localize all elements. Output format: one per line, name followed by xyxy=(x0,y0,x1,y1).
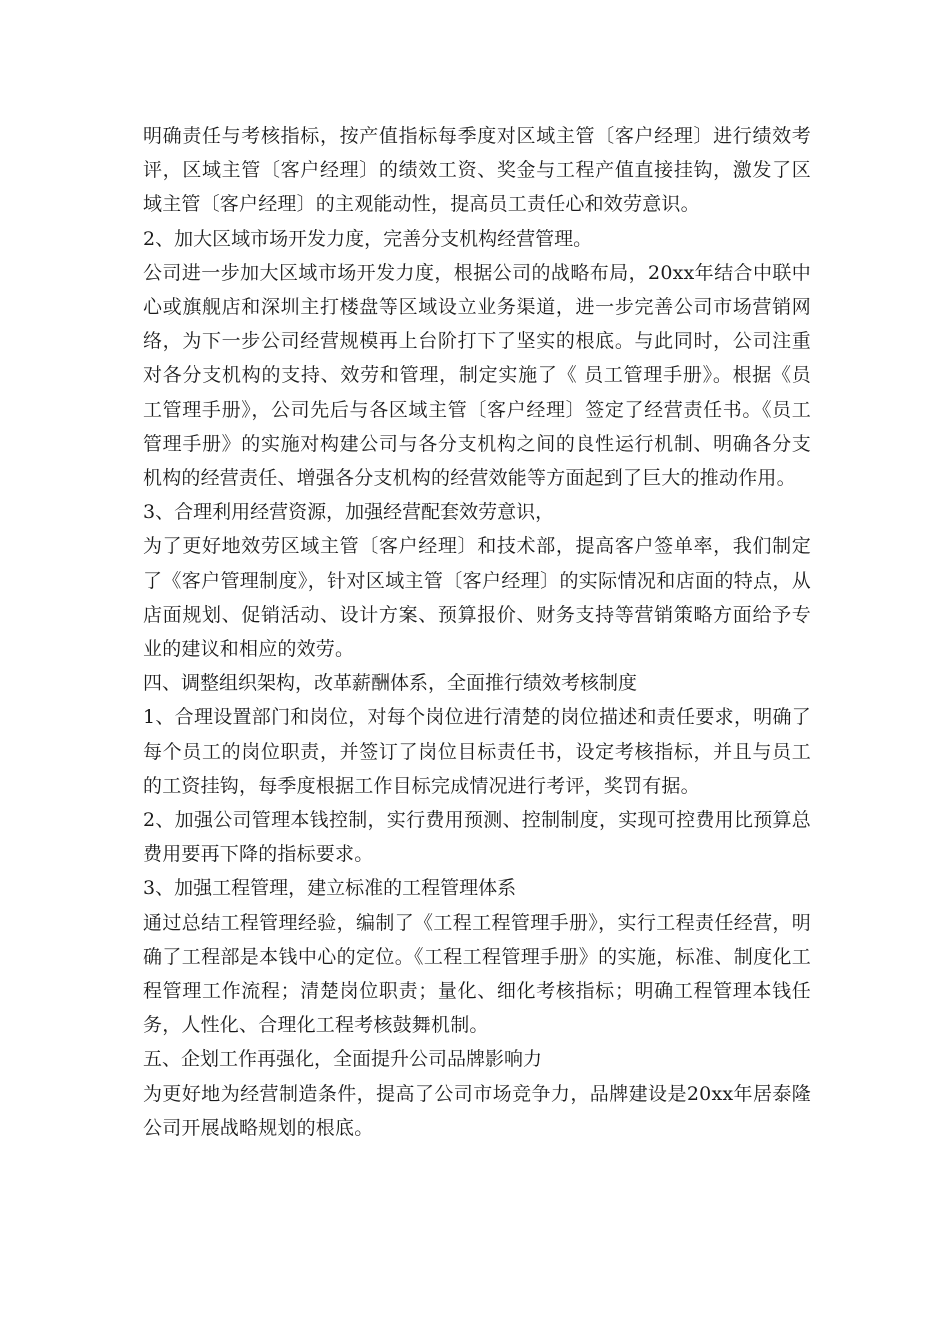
heading-section-four: 四、调整组织架构，改革薪酬体系，全面推行绩效考核制度 xyxy=(143,672,638,695)
heading-business-resources: 3、合理利用经营资源，加强经营配套效劳意识， xyxy=(143,501,555,524)
heading-project-management: 3、加强工程管理，建立标准的工程管理体系 xyxy=(143,877,517,900)
paragraph-regional-market: 公司进一步加大区域市场开发力度，根据公司的战略布局，20xx年结合中联中心或旗舰店和深圳主打楼盘等区域设立业务渠道，进一步完善公司市场营销网络，为下一步公司经营规模再上台阶打下了坚实的根底。与此同时，公司注重对各分支机构的支持、效劳和管理，制定实施了《 员工管理手册》。根据《员工管理手册》，公司先后与各区域主管〔客户经理〕签定了经营责任书。《员工管理手册》的实施对构建公司与各分支机构之间的良性运行机制、明确各分支机构的经营责任、增强各分支机构的经营效能等方面起到了巨大的推动作用。 xyxy=(143,261,811,490)
paragraph-responsibility-indicators: 明确责任与考核指标，按产值指标每季度对区域主管〔客户经理〕进行绩效考评，区域主管〔客户经理〕的绩效工资、奖金与工程产值直接挂钩，激发了区域主管〔客户经理〕的主观能动性，提高员工责任心和效劳意识。 xyxy=(143,125,811,216)
paragraph-positions: 1、合理设置部门和岗位，对每个岗位进行清楚的岗位描述和责任要求，明确了每个员工的岗位职责，并签订了岗位目标责任书，设定考核指标，并且与员工的工资挂钩，每季度根据工作目标完成情况进行考评，奖罚有据。 xyxy=(143,706,811,797)
paragraph-project-handbook: 通过总结工程管理经验，编制了《工程工程管理手册》，实行工程责任经营，明确了工程部是本钱中心的定位。《工程工程管理手册》的实施，标准、制度化工程管理工作流程；清楚岗位职责；量化、细化考核指标；明确工程管理本钱任务，人性化、合理化工程考核鼓舞机制。 xyxy=(143,911,811,1037)
document-body xyxy=(143,119,811,1145)
paragraph-brand-building: 为更好地为经营制造条件，提高了公司市场竞争力，品牌建设是20xx年居泰隆公司开展战略规划的根底。 xyxy=(143,1082,811,1139)
heading-regional-market: 2、加大区域市场开发力度，完善分支机构经营管理。 xyxy=(143,227,593,250)
paragraph-customer-management: 为了更好地效劳区域主管〔客户经理〕和技术部，提高客户签单率，我们制定了《客户管理制度》，针对区域主管〔客户经理〕的实际情况和店面的特点，从店面规划、促销活动、设计方案、预算报价、财务支持等营销策略方面给予专业的建议和相应的效劳。 xyxy=(143,535,811,661)
paragraph-cost-control: 2、加强公司管理本钱控制，实行费用预测、控制制度，实现可控费用比预算总费用要再下降的指标要求。 xyxy=(143,809,811,866)
heading-section-five: 五、企划工作再强化，全面提升公司品牌影响力 xyxy=(143,1048,543,1071)
